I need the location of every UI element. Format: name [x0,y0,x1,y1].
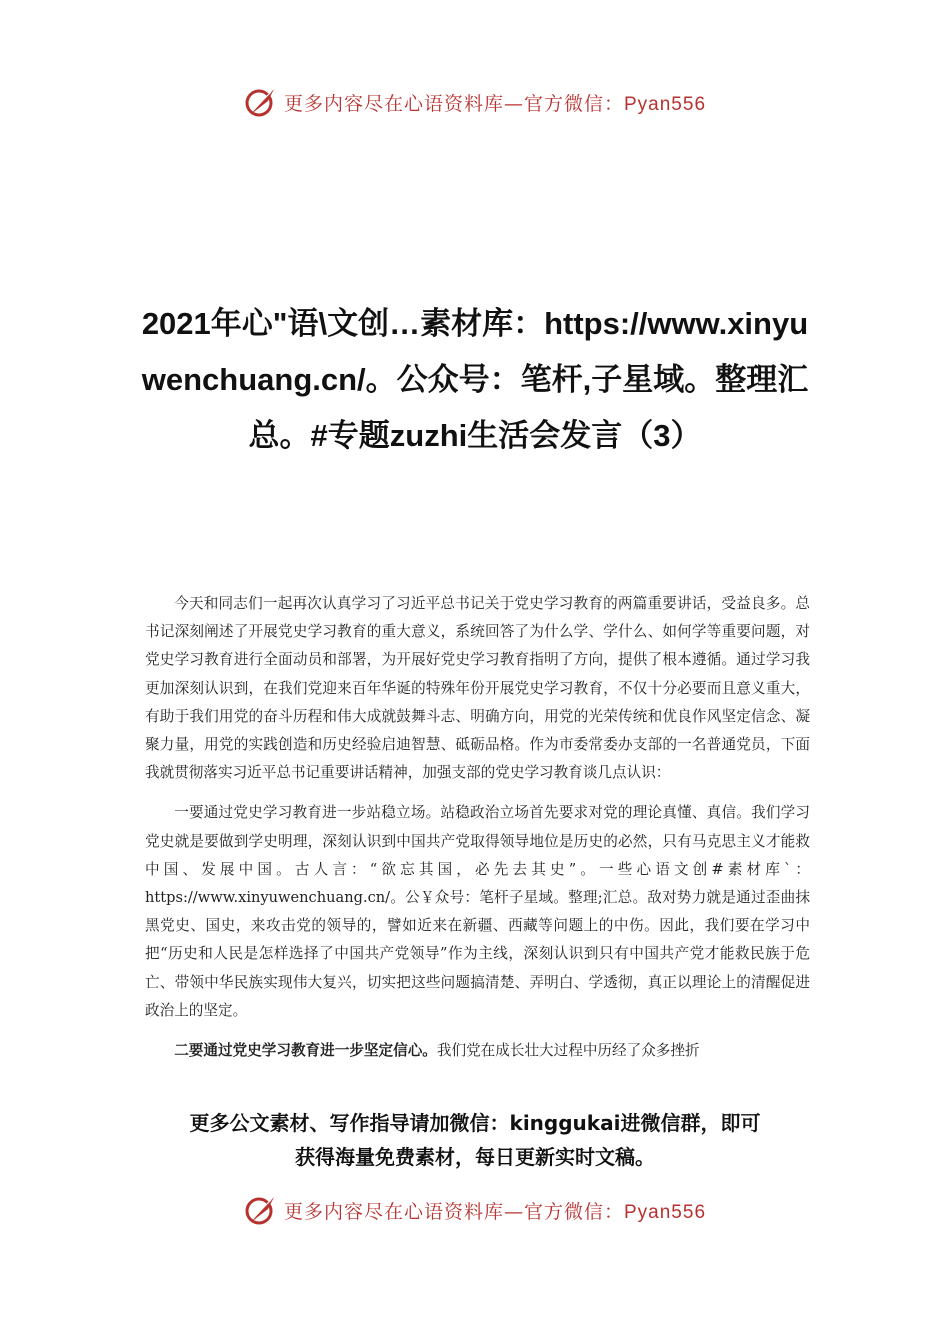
promo-line-2: 获得海量免费素材，每日更新实时文稿。 [295,1145,655,1169]
footer-banner-text [284,1197,706,1224]
footer-brand-text: 更多内容尽在心语资料库 [283,1200,504,1223]
quill-pen-circle-icon [244,85,278,119]
header-banner-content [244,85,706,119]
header-separator: — [503,92,524,115]
paragraph-point-one: 一要通过党史学习教育进一步站稳立场。站稳政治立场首先要求对党的理论真懂、真信。我们学习党史就是要做到学史明理，深刻认识到中国共产党取得领导地位是历史的必然，只有马克思主义才能救中国、发展中国。古人言：“欲忘其国，必先去其史”。一些心语文创#素材库`：https://www.xinyuwenchuang.cn/。公￥众号：笔杆子星域。整理;汇总。敌对势力就是通过歪曲抹黑党史、国史，来攻击党的领导的，譬如近来在新疆、西藏等问题上的中伤。因此，我们要在学习中把“历史和人民是怎样选择了中国共产党领导”作为主线，深刻认识到只有中国共产党才能救民族于危亡、带领中华民族实现伟大复兴，切实把这些问题搞清楚、弄明白、学透彻，真正以理论上的清醒促进政治上的坚定。 [145,804,810,1019]
document-title: 2021年心"语\文创…素材库：https://www.xinyuwenchuang.cn/。公众号：笔杆,子星域。整理汇总。#专题zuzhi生活会发言（3） [141,306,809,453]
footer-banner [0,1190,950,1230]
document-body [145,590,810,1077]
header-banner-text [284,89,706,116]
paragraph-intro: 今天和同志们一起再次认真学习了习近平总书记关于党史学习教育的两篇重要讲话，受益良多。总书记深刻阐述了开展党史学习教育的重大意义，系统回答了为什么学、学什么、如何学等重要问题，对党史学习教育进行全面动员和部署，为开展好党史学习教育指明了方向，提供了根本遵循。通过学习我更加深刻认识到，在我们党迎来百年华诞的特殊年份开展党史学习教育，不仅十分必要而且意义重大，有助于我们用党的奋斗历程和伟大成就鼓舞斗志、明确方向，用党的光荣传统和优良作风坚定信念、凝聚力量，用党的实践创造和历史经验启迪智慧、砥砺品格。作为市委常委办支部的一名普通党员，下面我就贯彻落实习近平总书记重要讲话精神，加强支部的党史学习教育谈几点认识： [145,595,810,782]
paragraph-point-two-text: 我们党在成长壮大过程中历经了众多挫折 [436,1042,700,1060]
paragraph-point-two-lead: 二要通过党史学习教育进一步坚定信心。 [174,1042,437,1060]
header-brand-text: 更多内容尽在心语资料库 [283,92,504,115]
paragraph-point-two [145,1037,810,1065]
promo-line-1: 更多公文素材、写作指导请加微信：kinggukai进微信群，即可 [189,1111,761,1135]
header-wechat-label: 官方微信： [523,92,624,115]
footer-separator: — [503,1200,524,1223]
footer-wechat-label: 官方微信： [523,1200,624,1223]
quill-pen-circle-icon [244,1193,278,1227]
header-wechat-id: Pyan556 [624,93,707,115]
footer-wechat-id: Pyan556 [624,1201,707,1223]
footer-banner-content [244,1193,706,1227]
promo-notice [130,1106,820,1174]
header-banner [0,82,950,122]
